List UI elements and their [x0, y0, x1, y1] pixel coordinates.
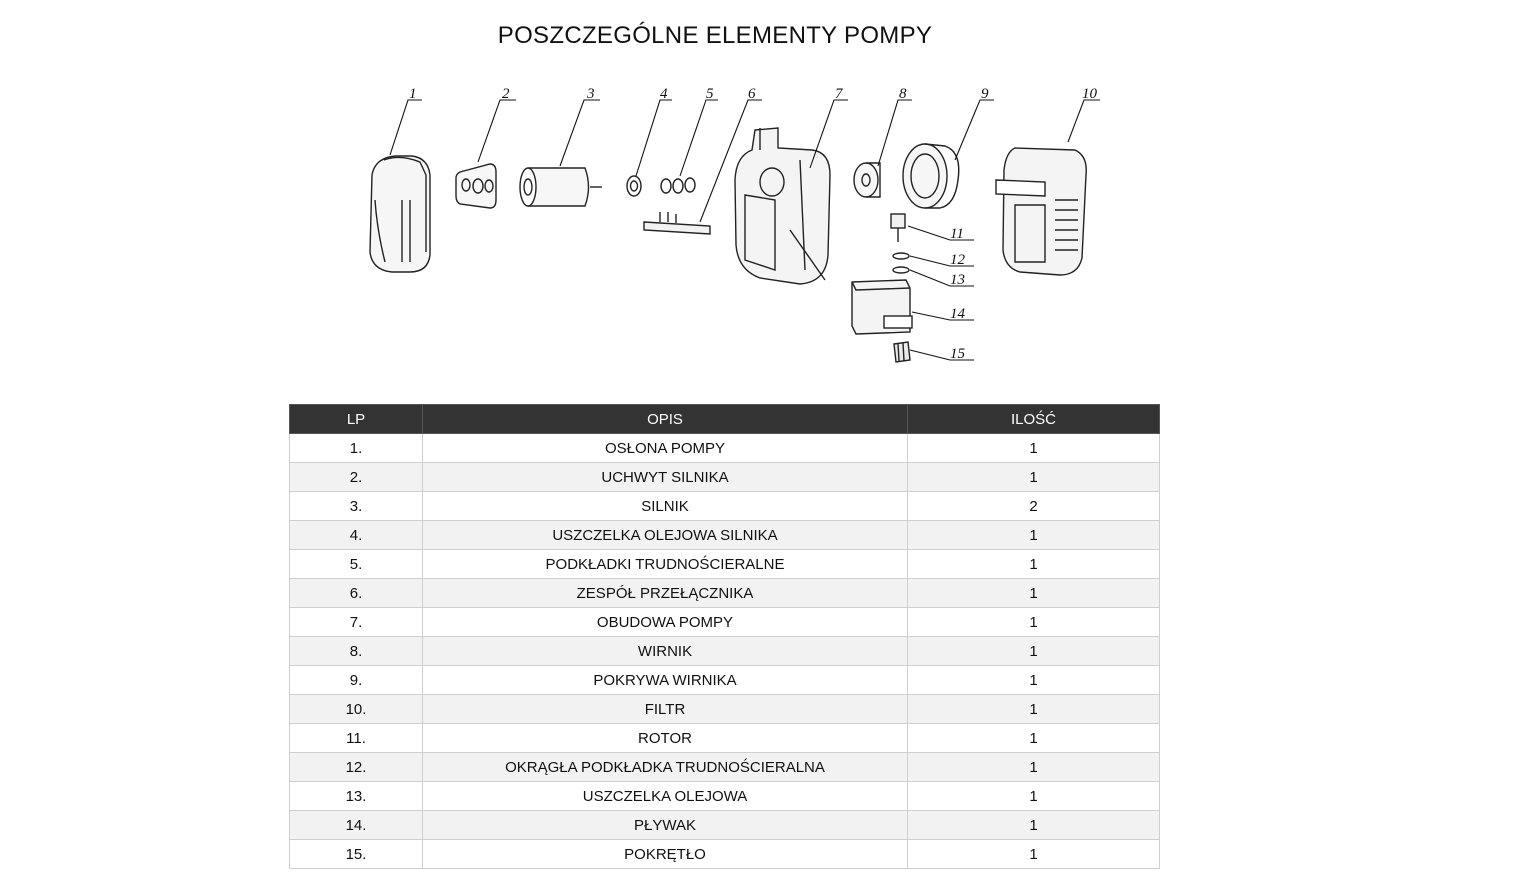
cell-lp: 8. [290, 637, 423, 666]
header-lp: LP [290, 405, 423, 434]
cell-lp: 7. [290, 608, 423, 637]
cell-lp: 2. [290, 463, 423, 492]
cell-ilosc: 1 [908, 550, 1160, 579]
cell-lp: 10. [290, 695, 423, 724]
table-row [290, 666, 1160, 695]
callout-10: 10 [1082, 86, 1097, 102]
cell-ilosc: 1 [908, 724, 1160, 753]
table-row [290, 811, 1160, 840]
callout-5: 5 [706, 86, 714, 102]
cell-lp: 5. [290, 550, 423, 579]
table-row [290, 782, 1160, 811]
part-rotor [891, 214, 905, 242]
cell-lp: 11. [290, 724, 423, 753]
callout-3: 3 [587, 86, 595, 102]
cell-ilosc: 1 [908, 782, 1160, 811]
callout-7: 7 [835, 86, 843, 102]
table-body [290, 434, 1160, 869]
callout-15: 15 [950, 346, 965, 362]
callout-11: 11 [950, 226, 964, 242]
cell-lp: 1. [290, 434, 423, 463]
cell-ilosc: 1 [908, 463, 1160, 492]
cell-ilosc: 1 [908, 811, 1160, 840]
table-row [290, 550, 1160, 579]
cell-opis: USZCZELKA OLEJOWA SILNIKA [423, 521, 908, 550]
table-row [290, 463, 1160, 492]
cell-ilosc: 1 [908, 695, 1160, 724]
header-ilosc: ILOŚĆ [908, 405, 1160, 434]
table-row [290, 492, 1160, 521]
part-switch-assembly [644, 212, 710, 234]
callout-2: 2 [502, 86, 510, 102]
table-row [290, 608, 1160, 637]
table-row [290, 724, 1160, 753]
table-row [290, 579, 1160, 608]
cell-opis: SILNIK [423, 492, 908, 521]
cell-lp: 12. [290, 753, 423, 782]
part-motor-oil-seal [627, 176, 641, 196]
cell-opis: ZESPÓŁ PRZEŁĄCZNIKA [423, 579, 908, 608]
cell-ilosc: 1 [908, 521, 1160, 550]
part-motor [520, 168, 602, 206]
cell-ilosc: 1 [908, 666, 1160, 695]
callout-14: 14 [950, 306, 965, 322]
cell-opis: ROTOR [423, 724, 908, 753]
part-washers [661, 178, 695, 193]
part-filter [996, 148, 1086, 275]
cell-ilosc: 2 [908, 492, 1160, 521]
table-row [290, 840, 1160, 869]
table-row [290, 753, 1160, 782]
cell-ilosc: 1 [908, 637, 1160, 666]
part-knob [894, 342, 910, 362]
cell-opis: POKRĘTŁO [423, 840, 908, 869]
cell-opis: POKRYWA WIRNIKA [423, 666, 908, 695]
header-opis: OPIS [423, 405, 908, 434]
callout-12: 12 [950, 252, 965, 268]
callout-1: 1 [409, 86, 417, 102]
cell-ilosc: 1 [908, 840, 1160, 869]
cell-ilosc: 1 [908, 753, 1160, 782]
table-row [290, 521, 1160, 550]
table-row [290, 695, 1160, 724]
cell-ilosc: 1 [908, 608, 1160, 637]
cell-opis: UCHWYT SILNIKA [423, 463, 908, 492]
part-impeller-cover [903, 144, 959, 208]
callout-8: 8 [899, 86, 907, 102]
part-float [852, 280, 912, 334]
part-round-washer [893, 253, 909, 259]
cell-opis: WIRNIK [423, 637, 908, 666]
exploded-view-diagram [0, 0, 1527, 396]
cell-opis: USZCZELKA OLEJOWA [423, 782, 908, 811]
parts-table [289, 404, 1160, 869]
cell-opis: PŁYWAK [423, 811, 908, 840]
part-oil-seal [893, 267, 909, 273]
cell-lp: 15. [290, 840, 423, 869]
table-row [290, 434, 1160, 463]
cell-opis: FILTR [423, 695, 908, 724]
page-title: POSZCZEGÓLNE ELEMENTY POMPY [497, 22, 933, 49]
cell-lp: 6. [290, 579, 423, 608]
cell-lp: 9. [290, 666, 423, 695]
cell-opis: PODKŁADKI TRUDNOŚCIERALNE [423, 550, 908, 579]
part-motor-holder [456, 164, 496, 208]
part-impeller [854, 163, 880, 197]
callout-6: 6 [748, 86, 756, 102]
cell-ilosc: 1 [908, 579, 1160, 608]
cell-lp: 14. [290, 811, 423, 840]
callout-9: 9 [981, 86, 989, 102]
part-pump-cover [370, 156, 430, 272]
cell-opis: OSŁONA POMPY [423, 434, 908, 463]
cell-opis: OBUDOWA POMPY [423, 608, 908, 637]
cell-lp: 3. [290, 492, 423, 521]
table-header-row [290, 405, 1160, 434]
cell-lp: 13. [290, 782, 423, 811]
cell-lp: 4. [290, 521, 423, 550]
cell-opis: OKRĄGŁA PODKŁADKA TRUDNOŚCIERALNA [423, 753, 908, 782]
callout-4: 4 [660, 86, 668, 102]
table-row [290, 637, 1160, 666]
callout-13: 13 [950, 272, 965, 288]
cell-ilosc: 1 [908, 434, 1160, 463]
